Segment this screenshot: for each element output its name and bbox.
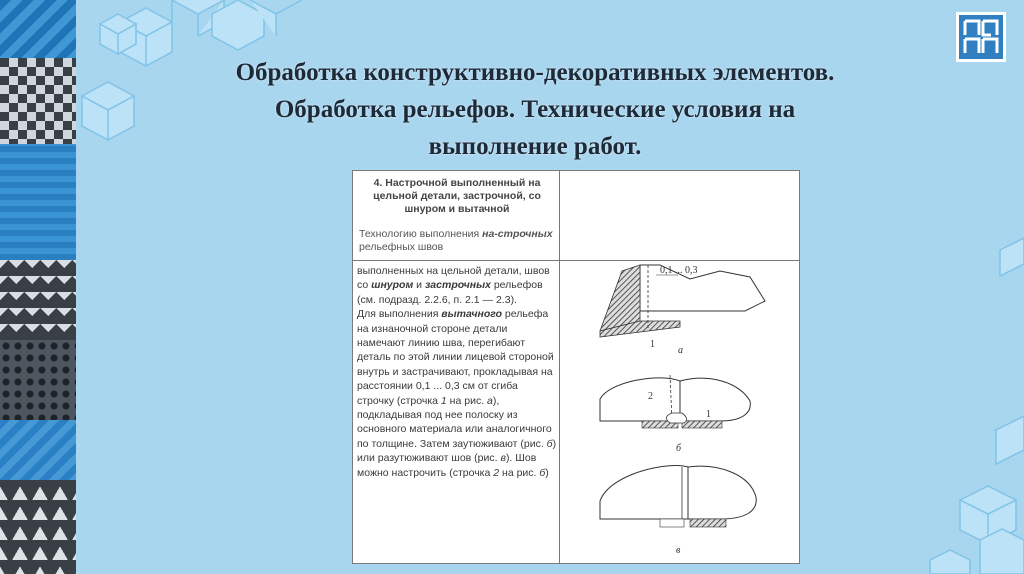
grid-logo-icon bbox=[959, 15, 1003, 59]
intro-text: Технологию выполнения на-строчных рельефных швов bbox=[359, 228, 553, 253]
pattern-band bbox=[0, 260, 76, 340]
pattern-band bbox=[0, 58, 76, 144]
pattern-band bbox=[0, 144, 76, 260]
section-heading: 4. Настрочной выполненный на цельной детали, застрочной, со шнуром и вытачной bbox=[373, 177, 541, 215]
figure-a bbox=[600, 265, 765, 356]
figure-v bbox=[600, 465, 756, 556]
figure-label: в bbox=[676, 545, 681, 556]
title-line: выполнение работ. bbox=[428, 133, 642, 160]
scanned-page bbox=[352, 170, 800, 564]
paragraph: выполненных на цельной детали, швов со шнуром и застрочных рельефов (см. подразд. 2.2.6, п. 2.1 — 2.3). bbox=[357, 265, 550, 306]
pattern-band bbox=[0, 340, 76, 420]
pattern-band bbox=[0, 0, 76, 58]
figure-label: а bbox=[678, 345, 683, 356]
dimension-label: 0,1 ... 0,3 bbox=[660, 265, 698, 276]
body-text bbox=[357, 264, 557, 480]
title-line: Обработка конструктивно-декоративных элементов. bbox=[235, 59, 835, 86]
pattern-band bbox=[0, 480, 76, 574]
decorative-stripe bbox=[0, 0, 76, 574]
slide-title bbox=[120, 54, 950, 165]
figure-number: 2 bbox=[648, 391, 653, 402]
title-line: Обработка рельефов. Технические условия на bbox=[274, 96, 796, 123]
pattern-band bbox=[0, 420, 76, 480]
figure-b bbox=[600, 375, 750, 454]
logo bbox=[956, 12, 1006, 62]
figure-number: 1 bbox=[706, 409, 711, 420]
seam-figures bbox=[560, 261, 799, 563]
paragraph: Для выполнения вытачного рельефа на изнаночной стороне детали намечают линию шва, перегибают деталь по этой линии лицевой стороной внутрь и застрачивают, прокладывая на расстоянии 0,1 ... 0,3 см от сгиба строчку (строчка 1 на рис. а), подкладывая под нее полоску из основного материала или аналогичного по толщине. Затем заутюживают (рис. б) или разутюживают шов (рис. в). Шов можно настрочить (строчка 2 на рис. б) bbox=[357, 308, 557, 479]
figure-label: б bbox=[676, 443, 682, 454]
figure-number: 1 bbox=[650, 339, 655, 350]
